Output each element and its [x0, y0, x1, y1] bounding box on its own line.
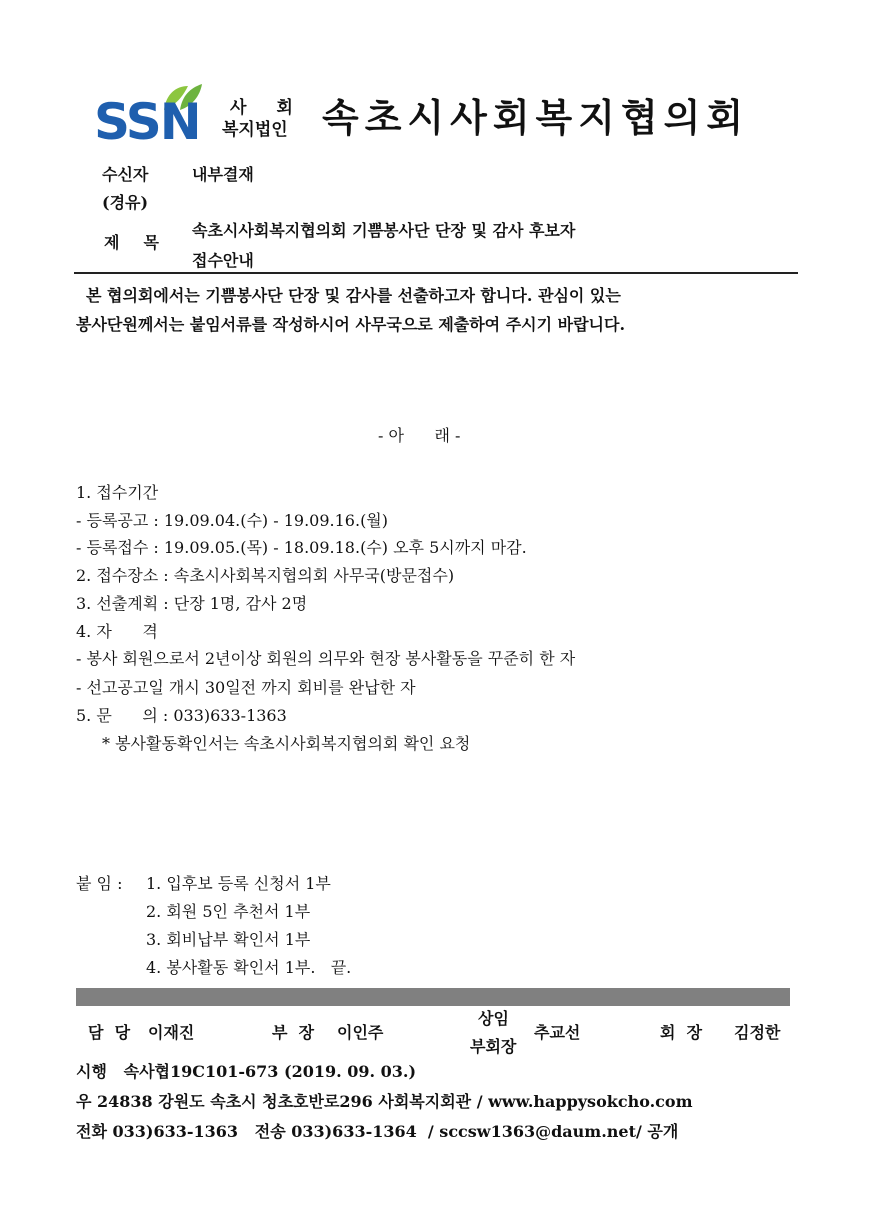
item-qualification: 4. 자 격 — [76, 622, 158, 641]
ssn-logo: SSN — [94, 93, 200, 151]
contact-line: 전화 033)633-1363 전송 033)633-1364 / sccsw1363@daum.net/ 공개 — [76, 1122, 679, 1141]
address-line: 우 24838 강원도 속초시 청초호반로296 사회복지회관 / www.happysokcho.com — [76, 1092, 693, 1111]
intro-line-1: 본 협의회에서는 기쁨봉사단 단장 및 감사를 선출하고자 합니다. 관심이 있는 — [86, 286, 621, 305]
staff-role: 담 당 — [88, 1023, 131, 1042]
item-qualification-2: - 선고공고일 개시 30일전 까지 회비를 완납한 자 — [76, 678, 416, 697]
item-reception-place: 2. 접수장소 : 속초시사회복지협의회 사무국(방문접수) — [76, 566, 455, 585]
subject-line-2: 접수안내 — [192, 251, 254, 270]
recipient-value: 내부결재 — [192, 165, 254, 184]
item-election-plan: 3. 선출계획 : 단장 1명, 감사 2명 — [76, 594, 308, 613]
corp-label-line1 — [230, 98, 293, 118]
chair-name: 김정한 — [734, 1023, 781, 1042]
staff-name: 이재진 — [148, 1023, 195, 1042]
attachment-4: 4. 봉사활동 확인서 1부. 끝. — [146, 958, 352, 977]
corp-label-a: 사 — [230, 98, 247, 118]
via-label: (경유) — [102, 193, 149, 212]
item-qualification-1: - 봉사 회원으로서 2년이상 회원의 의무와 현장 봉사활동을 꾸준히 한 자 — [76, 649, 576, 668]
enforcement-line: 시행 속사협19C101-673 (2019. 09. 03.) — [76, 1062, 417, 1081]
manager-name: 이인주 — [337, 1023, 384, 1042]
attachment-1: 1. 입후보 등록 신청서 1부 — [146, 874, 331, 893]
organization-title: 속초시사회복지협의회 — [322, 95, 750, 140]
approval-divider-bar — [76, 988, 790, 1006]
attachment-2: 2. 회원 5인 추천서 1부 — [146, 902, 311, 921]
vice-name: 추교선 — [534, 1023, 581, 1042]
corp-label-line2: 복지법인 — [222, 120, 288, 140]
item-note: * 봉사활동확인서는 속초시사회복지협의회 확인 요청 — [102, 734, 471, 753]
item-registration-notice: - 등록공고 : 19.09.04.(수) - 19.09.16.(월) — [76, 511, 389, 530]
chair-role: 회 장 — [660, 1023, 703, 1042]
vice-role-line-2: 부회장 — [470, 1037, 517, 1056]
attachment-3: 3. 회비납부 확인서 1부 — [146, 930, 311, 949]
header-divider — [74, 272, 798, 274]
item-registration-receipt: - 등록접수 : 19.09.05.(목) - 18.09.18.(수) 오후 5시까지 마감. — [76, 538, 527, 557]
attachments-label: 붙 임 : — [76, 874, 123, 893]
recipient-label: 수신자 — [102, 165, 149, 184]
manager-role: 부 장 — [272, 1023, 315, 1042]
intro-line-2: 봉사단원께서는 붙임서류를 작성하시어 사무국으로 제출하여 주시기 바랍니다. — [76, 315, 626, 334]
item-inquiry: 5. 문 의 : 033)633-1363 — [76, 706, 287, 725]
subject-label: 제 목 — [104, 233, 159, 252]
item-reception-period: 1. 접수기간 — [76, 483, 159, 502]
corp-label-b: 회 — [276, 98, 293, 118]
subject-line-1: 속초시사회복지협의회 기쁨봉사단 단장 및 감사 후보자 — [192, 221, 576, 240]
vice-role-line-1: 상임 — [478, 1009, 509, 1028]
below-heading: - 아 래 - — [378, 426, 461, 445]
